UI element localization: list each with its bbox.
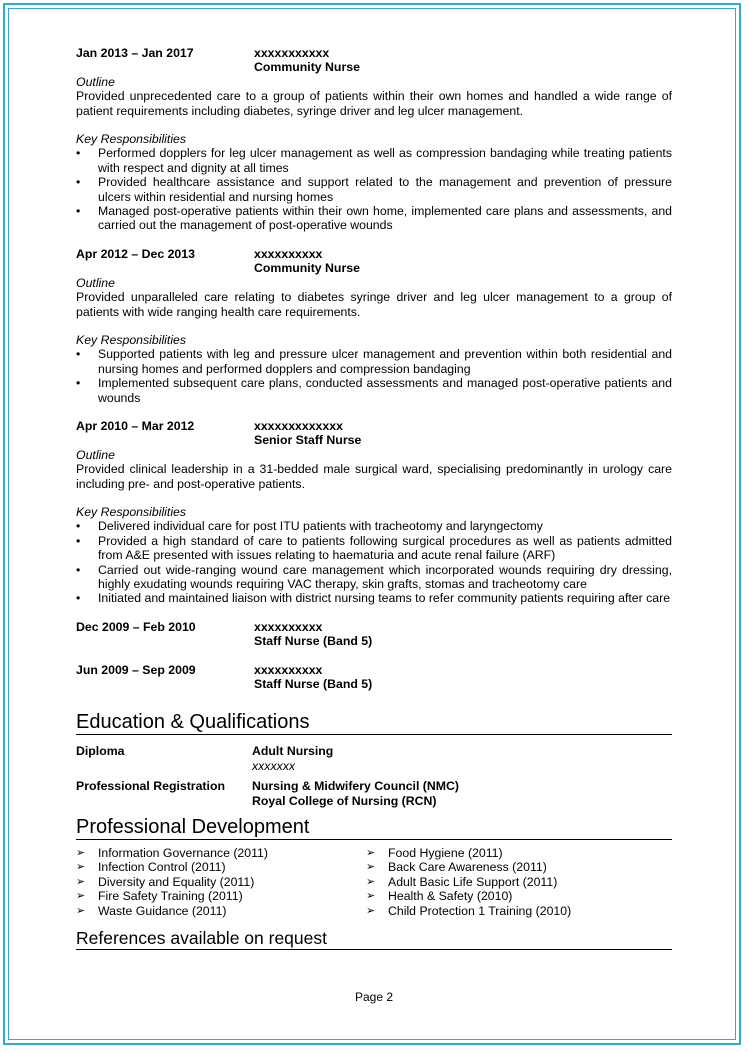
arrow-bullet-icon: ➢ [366,875,376,888]
list-item: • Implemented subsequent care plans, conducted assessments and managed post-operative patients and wounds [76,376,672,405]
arrow-bullet-icon: ➢ [366,890,376,903]
list-item: ➢ Waste Guidance (2011) [76,903,227,918]
arrow-bullet-icon: ➢ [366,861,376,874]
job-entry [76,419,672,606]
outline-label: Outline [76,74,115,89]
bullet-icon: • [76,146,81,161]
job-outline: Provided unparalleled care relating to diabetes syringe driver and leg ulcer management to a group of patients with wide ranging health care requirements. [76,290,672,319]
job-entry [76,247,672,405]
bullet-icon: • [76,591,81,606]
arrow-bullet-icon: ➢ [76,904,86,917]
arrow-bullet-icon: ➢ [76,847,86,860]
arrow-bullet-icon: ➢ [76,861,86,874]
list-item: • Delivered individual care for post ITU patients with tracheotomy and laryngectomy [76,519,543,534]
diploma-value: Adult Nursing [252,744,334,759]
job-date: Apr 2012 – Dec 2013 [76,246,195,261]
job-entry [76,46,672,233]
arrow-bullet-icon: ➢ [76,875,86,888]
list-item: ➢ Information Governance (2011) [76,846,268,861]
job-outline: Provided clinical leadership in a 31-bedded male surgical ward, specialising predominantly in urology care including pre- and post-operative patients. [76,462,672,491]
list-item: • Initiated and maintained liaison with district nursing teams to refer community patients requiring after care [76,591,671,606]
development-column-right [366,846,656,918]
registration-nmc: Nursing & Midwifery Council (NMC) [252,779,459,794]
job-date: Dec 2009 – Feb 2010 [76,619,196,634]
diploma-sub: xxxxxxx [252,758,296,773]
job-employer: xxxxxxxxxx [254,662,323,677]
job-title: Community Nurse [254,261,360,276]
list-item: ➢ Child Protection 1 Training (2010) [366,903,572,918]
job-employer: xxxxxxxxxxxxx [254,418,343,433]
job-employer: xxxxxxxxxx [254,619,323,634]
development-heading: Professional Development [76,816,672,840]
list-item: • Provided healthcare assistance and support related to the management and prevention of pressure ulcers within residential and nursing homes [76,175,672,204]
job-outline: Provided unprecedented care to a group of patients within their own homes and handled a wide range of patient requirements including diabetes, syringe driver and leg ulcer management. [76,89,672,118]
page-number: Page 2 [354,990,394,1004]
bullet-icon: • [76,175,81,190]
key-responsibilities-label: Key Responsibilities [76,504,187,519]
list-item: ➢ Back Care Awareness (2011) [366,860,547,875]
bullet-icon: • [76,533,81,548]
list-item: • Managed post-operative patients within their own home, implemented care plans and assessments, and carried out the management of post-operative wounds [76,204,672,233]
job-entry [76,620,672,649]
job-date: Jun 2009 – Sep 2009 [76,662,196,677]
outline-label: Outline [76,275,115,290]
list-item: • Performed dopplers for leg ulcer management as well as compression bandaging while treating patients with respect and dignity at all times [76,146,672,175]
key-responsibilities-label: Key Responsibilities [76,332,187,347]
responsibility-list [76,519,672,605]
development-list [76,846,672,918]
list-item: • Provided a high standard of care to patients following surgical procedures as well as patients admitted from A&E presented with issues relating to haematuria and acute renal failure (ARF) [76,533,672,563]
arrow-bullet-icon: ➢ [366,904,376,917]
diploma-label: Diploma [76,744,125,759]
list-item: ➢ Diversity and Equality (2011) [76,874,255,889]
arrow-bullet-icon: ➢ [76,890,86,903]
bullet-icon: • [76,376,81,391]
diploma-row [76,744,672,773]
references-heading: References available on request [76,928,672,950]
job-title: Community Nurse [254,60,360,75]
registration-rcn: Royal College of Nursing (RCN) [252,793,437,808]
responsibility-list [76,146,672,232]
bullet-icon: • [76,347,81,362]
responsibility-list [76,347,672,405]
resume-page [76,46,672,950]
key-responsibilities-label: Key Responsibilities [76,132,187,147]
job-employer: xxxxxxxxxxx [254,46,330,60]
registration-row [76,779,672,808]
list-item: ➢ Fire Safety Training (2011) [76,889,243,904]
list-item: ➢ Food Hygiene (2011) [366,846,503,861]
arrow-bullet-icon: ➢ [366,847,376,860]
job-title: Staff Nurse (Band 5) [254,634,373,649]
job-title: Senior Staff Nurse [254,433,362,448]
list-item: • Supported patients with leg and pressure ulcer management and prevention within both residential and nursing homes and performed dopplers and compression bandaging [76,347,672,376]
job-entry [76,663,672,692]
outline-label: Outline [76,447,115,462]
job-employer: xxxxxxxxxx [254,246,323,261]
list-item: • Carried out wide-ranging wound care management which incorporated wounds requiring dry dressing, highly exudating wounds requiring VAC therapy, skin grafts, stomas and tracheotomy care [76,562,672,591]
bullet-icon: • [76,204,81,219]
list-item: ➢ Health & Safety (2010) [366,889,513,904]
registration-label: Professional Registration [76,779,225,794]
job-date: Jan 2013 – Jan 2017 [76,46,194,60]
bullet-icon: • [76,519,81,534]
list-item: ➢ Infection Control (2011) [76,860,226,875]
job-title: Staff Nurse (Band 5) [254,677,373,692]
list-item: ➢ Adult Basic Life Support (2011) [366,874,558,889]
job-date: Apr 2010 – Mar 2012 [76,418,195,433]
bullet-icon: • [76,562,81,577]
education-heading: Education & Qualifications [76,711,672,735]
development-column-left [76,846,366,918]
